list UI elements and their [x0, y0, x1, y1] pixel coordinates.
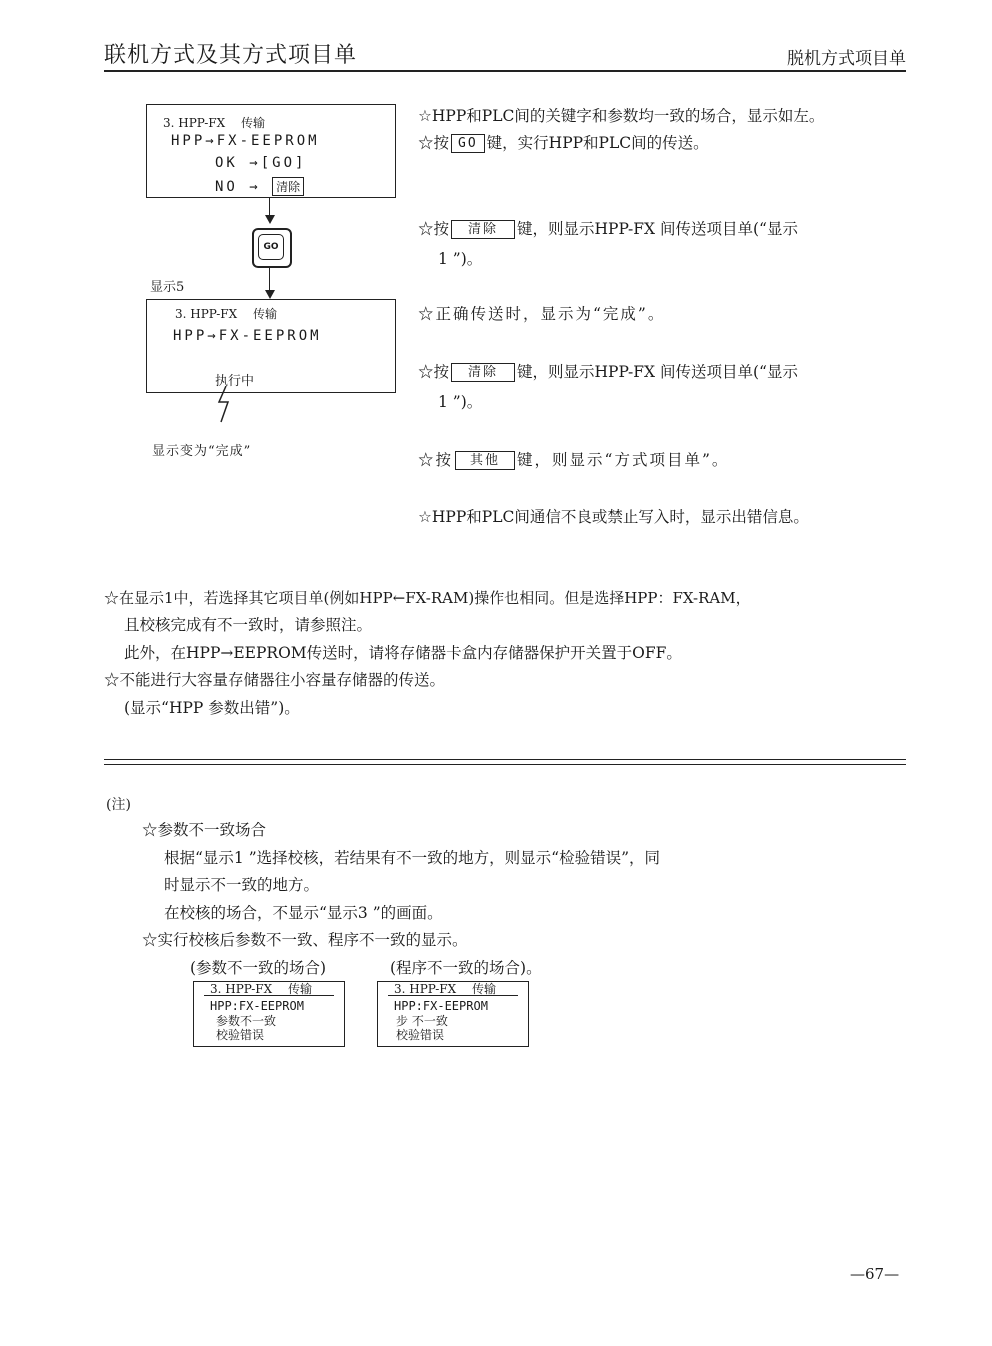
note-clear-1-prefix: ☆按	[418, 220, 450, 238]
note-s5: ☆实行校核后参数不一致、程序不一致的显示。	[142, 931, 468, 949]
mini1-line3: 参数不一致	[216, 1014, 277, 1028]
note-s1: ☆参数不一致场合	[142, 821, 267, 839]
lcd1-line1: 3. HPP-FX 传输	[163, 116, 265, 130]
display-label: 显示5	[150, 280, 185, 295]
header-left-title: 联机方式及其方式项目单	[104, 43, 358, 68]
note-error: ☆HPP和PLC间通信不良或禁止写入时，显示出错信息。	[418, 508, 809, 526]
note-s3: 时显示不一致的地方。	[164, 876, 320, 894]
mini-lcd-param	[193, 981, 345, 1047]
flow-connector-2	[269, 266, 270, 290]
header-divider	[104, 70, 906, 72]
note-s4: 在校核的场合，不显示“显示3 ”的画面。	[164, 904, 443, 922]
note-go-prefix: ☆按	[418, 134, 450, 152]
lcd1-line3: OK →[GO]	[215, 155, 307, 171]
note-clear-2-prefix: ☆按	[418, 363, 450, 381]
go-key-label: GO	[258, 234, 284, 260]
note-clear-2-line2: 1 ”)。	[438, 393, 483, 411]
mini-lcd-program	[377, 981, 529, 1047]
lcd1-line4	[215, 177, 304, 196]
body-p5: (显示“HPP 参数出错”)。	[124, 699, 300, 717]
body-p1: ☆在显示1中，若选择其它项目单(例如HPP←FX-RAM)操作也相同。但是选择HPP：FX-RAM，	[104, 589, 751, 607]
header-right-title: 脱机方式项目单	[787, 49, 906, 69]
mini2-line4: 校验错误	[396, 1028, 445, 1042]
lcd2-line1: 3. HPP-FX 传输	[175, 307, 277, 321]
section-divider-bottom	[104, 764, 906, 765]
note-go	[418, 131, 709, 156]
go-key-icon	[252, 228, 292, 268]
other-key-inline: 其他	[455, 451, 515, 470]
section-divider-top	[104, 759, 906, 760]
body-p2: 且校核完成有不一致时，请参照注。	[124, 616, 373, 634]
after-label: 显示变为“完成”	[152, 444, 252, 459]
page-number: —67—	[850, 1265, 900, 1283]
go-key-inline: GO	[451, 134, 485, 153]
note-other-prefix: ☆按	[418, 451, 454, 469]
note-other-suffix: 键，则显示“方式项目单”。	[517, 451, 730, 469]
mini1-line1: 3. HPP-FX 传输	[210, 982, 312, 996]
note-go-suffix: 键，实行HPP和PLC间的传送。	[486, 134, 709, 152]
note-clear-2	[418, 360, 798, 385]
note-other	[418, 448, 729, 473]
clear-key-label: 清除	[272, 177, 304, 196]
mini2-line3: 步 不一致	[396, 1014, 448, 1028]
lcd1-line2: HPP→FX-EEPROM	[171, 133, 320, 149]
lcd-display-2	[146, 299, 396, 393]
note-consistent: ☆HPP和PLC间的关键字和参数均一致的场合，显示如左。	[418, 107, 825, 125]
flow-arrow-1	[265, 215, 275, 224]
lcd2-line2: HPP→FX-EEPROM	[173, 328, 322, 344]
note-s2: 根据“显示1 ”选择校核，若结果有不一致的地方，则显示“检验错误”，同	[164, 849, 660, 867]
clear-key-inline-1: 清除	[451, 220, 515, 239]
flow-connector-1	[269, 197, 270, 217]
caption-param-mismatch: (参数不一致的场合)	[190, 959, 327, 977]
body-p3: 此外，在HPP→EEPROM传送时，请将存储器卡盒内存储器保护开关置于OFF。	[124, 644, 682, 662]
note-complete: ☆正确传送时，显示为“完成”。	[418, 305, 666, 323]
note-clear-1	[418, 217, 798, 242]
clear-key-inline-2: 清除	[451, 363, 515, 382]
note-clear-1-suffix: 键，则显示HPP-FX 间传送项目单(“显示	[517, 220, 798, 238]
body-p4: ☆不能进行大容量存储器往小容量存储器的传送。	[104, 671, 446, 689]
mini1-line4: 校验错误	[216, 1028, 265, 1042]
lcd-display-1	[146, 104, 396, 198]
note-clear-2-suffix: 键，则显示HPP-FX 间传送项目单(“显示	[517, 363, 798, 381]
mini2-line2: HPP:FX-EEPROM	[394, 999, 488, 1013]
lcd1-line4-prefix: NO →	[215, 179, 261, 195]
mini1-line2: HPP:FX-EEPROM	[210, 999, 304, 1013]
lcd2-line3: 执行中	[215, 374, 255, 389]
note-label: (注)	[106, 797, 131, 813]
mini2-line1: 3. HPP-FX 传输	[394, 982, 496, 996]
caption-program-mismatch: (程序不一致的场合)。	[390, 959, 542, 977]
note-clear-1-line2: 1 ”)。	[438, 250, 483, 268]
lightning-icon	[214, 386, 234, 424]
flow-arrow-2	[265, 290, 275, 299]
